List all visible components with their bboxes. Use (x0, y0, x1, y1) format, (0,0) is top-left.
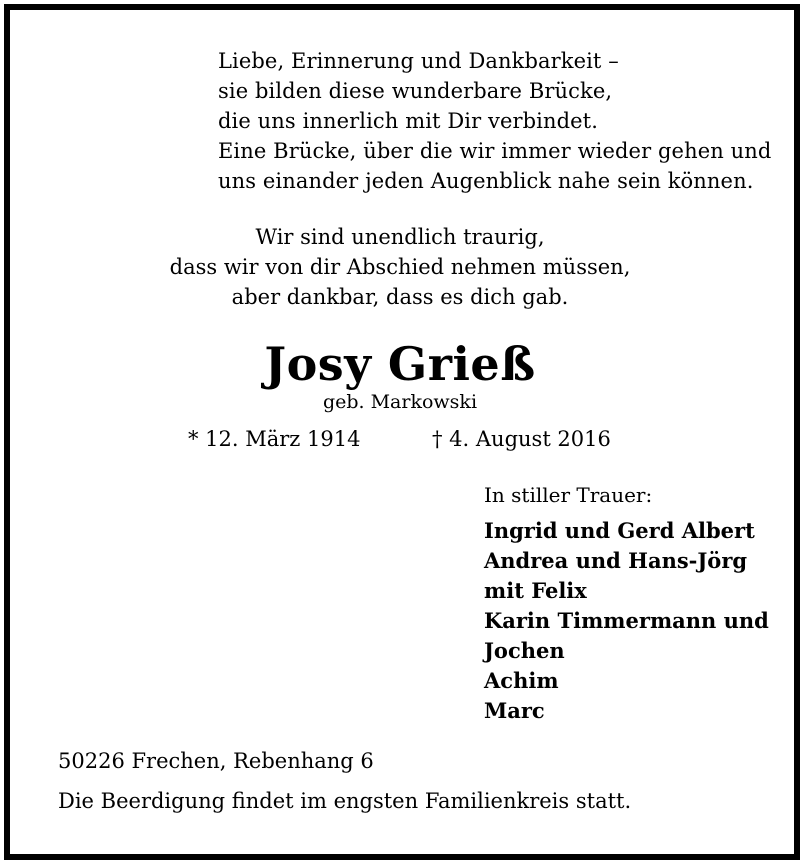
death-date: † 4. August 2016 (432, 427, 611, 451)
sentiment-line: Wir sind unendlich traurig, (255, 225, 545, 249)
poem-line: Liebe, Erinnerung und Dankbarkeit – (218, 49, 619, 73)
mourner-name: Achim (484, 668, 559, 693)
family-address: 50226 Frechen, Rebenhang 6 (58, 749, 374, 773)
maiden-name: geb. Markowski (322, 391, 478, 413)
birth-date: * 12. März 1914 (188, 427, 361, 451)
sentiment-line: dass wir von dir Abschied nehmen müssen, (169, 255, 631, 279)
poem-line: Eine Brücke, über die wir immer wieder gehen und (218, 139, 772, 163)
deceased-name: Josy Grieß (264, 337, 536, 391)
mourner-name: Andrea und Hans-Jörg (484, 548, 748, 573)
poem-line: die uns innerlich mit Dir verbindet. (218, 109, 599, 133)
mourner-name: Marc (484, 698, 545, 723)
mourner-name: Jochen (484, 638, 565, 663)
mourners-label: In stiller Trauer: (484, 483, 653, 507)
funeral-note: Die Beerdigung findet im engsten Familienkreis statt. (58, 789, 632, 813)
mourner-name: Ingrid und Gerd Albert (484, 518, 755, 543)
poem-line: uns einander jeden Augenblick nahe sein können. (218, 169, 754, 193)
poem-line: sie bilden diese wunderbare Brücke, (218, 79, 613, 103)
mourner-name: Karin Timmermann und (484, 608, 769, 633)
mourner-name: mit Felix (484, 578, 587, 603)
sentiment-line: aber dankbar, dass es dich gab. (231, 285, 569, 309)
